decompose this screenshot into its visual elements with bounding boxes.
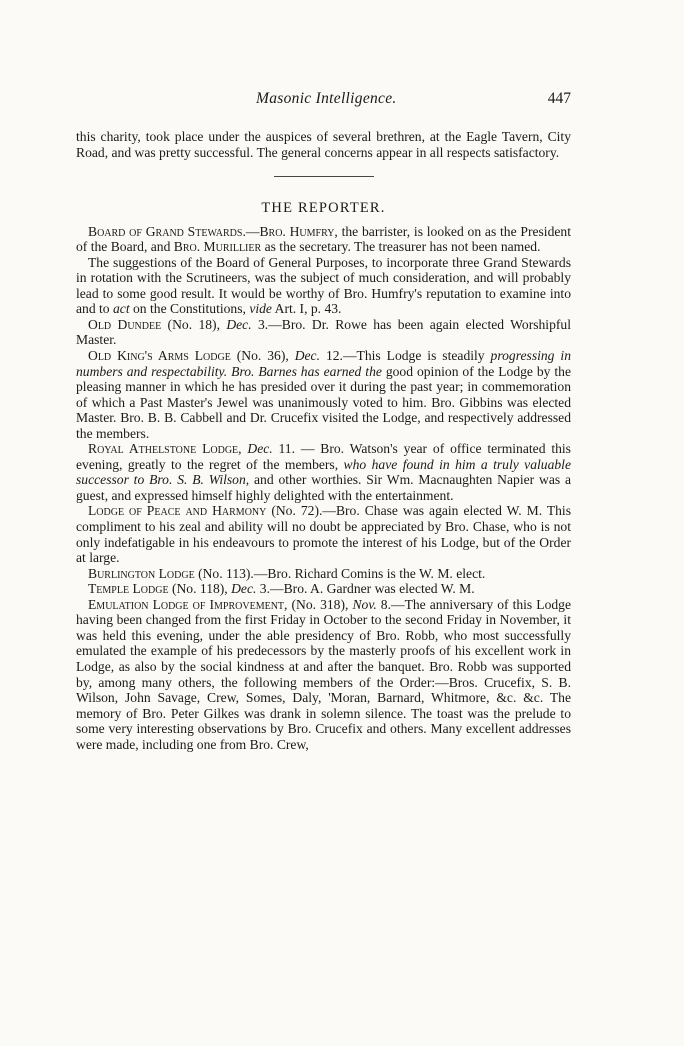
paragraph-royal-athelstone <box>76 441 571 503</box>
paragraph-suggestions <box>76 255 571 317</box>
date-text: Dec. <box>294 348 320 364</box>
paragraph-text: 8.—The anniversary of this Lodge having been changed from the first Friday in October to the second Friday in November, it was held this evening, under the able presidency of Bro. Robb, who most successfully emulated the example of his predecessors by the masterly proofs of his excellent work in Lodge, as also by the social kindness at and after the banquet. Bro. Robb was supported by, among many others, the following members of the Order:—Bros. Crucefix, S. B. Wilson, John Savage, Crew, Somes, Daly, 'Moran, Barnard, Whitmore, &c. &c. The memory of Bro. Peter Gilkes was drank in solemn silence. The toast was the prelude to some very interesting observations by Bro. Crucefix and others. Many excellent addresses were made, including one from Bro. Crew, <box>76 596 571 752</box>
paragraph-text: (No. 72).—Bro. Chase was again elected W. M. This compliment to his zeal and ability will no doubt be appreciated by Bro. Chase, who is not only indefatigable in his endeavours to promote the interest of his Lodge, but of the Order at large. <box>76 503 571 566</box>
lodge-number: (No. 36), <box>230 348 295 364</box>
emphasis-text: act <box>113 301 130 317</box>
paragraph-board-of-grand-stewards <box>76 224 571 255</box>
paragraph-old-kings-arms <box>76 348 571 441</box>
paragraph-text: as the secretary. The treasurer has not been named. <box>261 239 541 255</box>
paragraph-peace-and-harmony <box>76 503 571 565</box>
paragraph-text: the barrister, is looked on as the President of the Board, and <box>76 223 571 255</box>
paragraph-text: good opinion of the Lodge by the pleasing manner in which he has presided over it during the past year; in commemoration of which a Past Master's Jewel was unanimously voted to him. Bro. Gibbins was elected Master. Bro. B. B. Cabbell and Dr. Crucefix visited the Lodge, and respectively addressed the members. <box>76 363 572 441</box>
date-text: 3. <box>251 316 269 332</box>
separator-text: — <box>245 223 260 239</box>
lodge-number: (No. 118), <box>168 581 232 597</box>
paragraph-text: —Bro. Dr. Rowe has been again elected Worshipful Master. <box>76 316 571 348</box>
paragraph-heading: Royal Athelstone Lodge, <box>88 441 242 457</box>
paragraph-text: The suggestions of the Board of General Purposes, to incorporate three Grand Stewards in rotation with the Scrutineers, was the subject of much consideration, and will probably lead to some good result. It would be worthy of Bro. Humfry's reputation to examine into and to <box>76 254 571 317</box>
paragraph-heading: Temple Lodge <box>88 581 169 597</box>
date-text: Nov. <box>352 596 377 612</box>
paragraph-heading: Emulation Lodge of Improvement, <box>88 596 288 612</box>
emphasis-text: vide <box>249 301 272 317</box>
article-body <box>76 129 571 752</box>
lodge-number: (No. 318), <box>287 596 353 612</box>
running-head <box>76 90 571 110</box>
date-text: Dec. <box>241 441 273 457</box>
paragraph-text: and other worthies. Sir Wm. Macnaughten Napier was a guest, and expressed himself highly delighted with the entertainment. <box>76 472 572 503</box>
paragraph-temple <box>76 581 571 597</box>
paragraph-burlington <box>76 566 571 582</box>
paragraph-heading: Old King's Arms Lodge <box>88 348 231 364</box>
lodge-number: (No. 18), <box>161 316 227 332</box>
opening-paragraph: this charity, took place under the auspices of several brethren, at the Eagle Tavern, City Road, and was pretty successful. The general concerns appear in all respects satisfactory. <box>76 129 571 160</box>
running-title: Masonic Intelligence. <box>256 90 397 107</box>
paragraph-text: —This Lodge is steadily <box>342 348 491 364</box>
section-divider <box>274 176 374 177</box>
paragraph-heading: Burlington Lodge <box>88 565 195 581</box>
page-number: 447 <box>547 90 571 107</box>
emphasis-text: who have found in him a truly valuable successor to Bro. S. B. Wilson, <box>76 456 571 488</box>
paragraph-emulation <box>76 597 571 752</box>
paragraph-heading: Lodge of Peace and Harmony <box>88 503 267 519</box>
paragraph-text: on the Constitutions, <box>129 301 250 317</box>
paragraph-old-dundee <box>76 317 571 348</box>
paragraph-heading: Old Dundee <box>88 316 162 332</box>
section-title: THE REPORTER. <box>261 200 386 217</box>
person-name: Bro. Humfry, <box>259 223 338 239</box>
paragraph-heading: Board of Grand Stewards. <box>88 223 246 239</box>
paragraph-text: (No. 113).—Bro. Richard Comins is the W. M. elect. <box>194 565 486 581</box>
paragraph-text: Art. I, p. 43. <box>271 301 342 317</box>
date-text: 12. <box>320 348 343 364</box>
paragraph-text: 11. — Bro. Watson's year of office terminated this evening, greatly to the regret of the members, <box>76 441 571 472</box>
date-text: Dec. <box>231 581 257 597</box>
emphasis-text: progressing in numbers and respectability. Bro. Barnes has earned the <box>76 348 571 379</box>
paragraph-text: 3.—Bro. A. Gardner was elected W. M. <box>256 581 475 597</box>
date-text: Dec. <box>226 316 252 332</box>
person-name: Bro. Murillier <box>173 239 262 255</box>
